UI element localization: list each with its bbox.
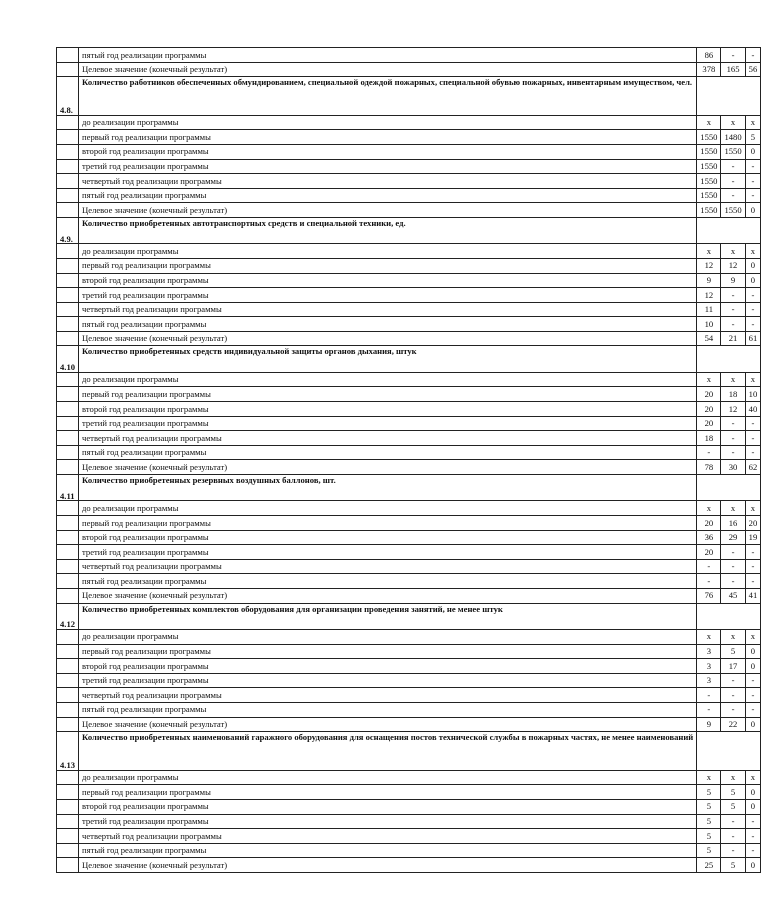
actual-value: - (721, 288, 745, 303)
actual-value: x (721, 372, 745, 387)
actual-value: - (721, 814, 745, 829)
table-row (57, 144, 761, 159)
deviation-value: - (745, 174, 761, 189)
section-blank-cell (697, 732, 761, 771)
table-row (57, 659, 761, 674)
section-header-row (57, 346, 761, 372)
planned-value: 25 (697, 858, 721, 873)
deviation-value: - (745, 688, 761, 703)
row-number-cell (57, 545, 79, 560)
row-label: первый год реализации программы (79, 644, 697, 659)
actual-value: - (721, 431, 745, 446)
row-number-cell (57, 843, 79, 858)
section-title: Количество приобретенных резервных воздушных баллонов, шт. (79, 475, 697, 501)
actual-value: x (721, 115, 745, 130)
deviation-value: 56 (745, 62, 761, 77)
planned-value: 1550 (697, 203, 721, 218)
row-number-cell (57, 770, 79, 785)
row-label: пятый год реализации программы (79, 48, 697, 63)
actual-value: 12 (721, 402, 745, 417)
row-label: второй год реализации программы (79, 659, 697, 674)
row-label: третий год реализации программы (79, 159, 697, 174)
actual-value: 5 (721, 858, 745, 873)
deviation-value: 20 (745, 516, 761, 531)
row-number-cell (57, 588, 79, 603)
deviation-value: 0 (745, 799, 761, 814)
table-row (57, 331, 761, 346)
row-label: второй год реализации программы (79, 273, 697, 288)
section-blank-cell (697, 475, 761, 501)
deviation-value: - (745, 48, 761, 63)
planned-value: 78 (697, 460, 721, 475)
deviation-value: 0 (745, 717, 761, 732)
row-label: до реализации программы (79, 115, 697, 130)
table-row (57, 387, 761, 402)
actual-value: 22 (721, 717, 745, 732)
row-label: пятый год реализации программы (79, 188, 697, 203)
planned-value: 10 (697, 317, 721, 332)
deviation-value: x (745, 372, 761, 387)
section-title: Количество приобретенных автотранспортных средств и специальной техники, ед. (79, 217, 697, 243)
deviation-value: 10 (745, 387, 761, 402)
row-number-cell (57, 702, 79, 717)
row-number-cell (57, 288, 79, 303)
section-blank-cell (697, 603, 761, 629)
table-row (57, 688, 761, 703)
section-number: 4.8. (57, 77, 79, 116)
table-row (57, 203, 761, 218)
actual-value: - (721, 688, 745, 703)
row-label: до реализации программы (79, 770, 697, 785)
planned-value: 20 (697, 402, 721, 417)
actual-value: x (721, 770, 745, 785)
row-number-cell (57, 387, 79, 402)
planned-value: 20 (697, 387, 721, 402)
row-number-cell (57, 629, 79, 644)
row-label: Целевое значение (конечный результат) (79, 588, 697, 603)
section-header-row (57, 732, 761, 771)
row-number-cell (57, 659, 79, 674)
row-number-cell (57, 559, 79, 574)
row-number-cell (57, 144, 79, 159)
row-number-cell (57, 829, 79, 844)
actual-value: x (721, 629, 745, 644)
planned-value: 20 (697, 516, 721, 531)
row-number-cell (57, 188, 79, 203)
actual-value: - (721, 317, 745, 332)
deviation-value: - (745, 188, 761, 203)
row-label: Целевое значение (конечный результат) (79, 460, 697, 475)
row-label: до реализации программы (79, 501, 697, 516)
row-label: второй год реализации программы (79, 402, 697, 417)
section-number: 4.11 (57, 475, 79, 501)
row-number-cell (57, 799, 79, 814)
row-number-cell (57, 203, 79, 218)
row-number-cell (57, 574, 79, 589)
table-row (57, 130, 761, 145)
actual-value: - (721, 416, 745, 431)
row-label: первый год реализации программы (79, 785, 697, 800)
deviation-value: x (745, 770, 761, 785)
row-number-cell (57, 258, 79, 273)
planned-value: 5 (697, 829, 721, 844)
section-blank-cell (697, 77, 761, 116)
actual-value: 1480 (721, 130, 745, 145)
deviation-value: 5 (745, 130, 761, 145)
actual-value: x (721, 501, 745, 516)
table-row (57, 770, 761, 785)
table-row (57, 115, 761, 130)
deviation-value: 0 (745, 659, 761, 674)
deviation-value: 0 (745, 273, 761, 288)
deviation-value: x (745, 244, 761, 259)
section-blank-cell (697, 217, 761, 243)
planned-value: x (697, 372, 721, 387)
row-number-cell (57, 416, 79, 431)
planned-value: - (697, 688, 721, 703)
row-label: первый год реализации программы (79, 258, 697, 273)
table-row (57, 460, 761, 475)
planned-value: - (697, 574, 721, 589)
planned-value: 5 (697, 799, 721, 814)
planned-value: 76 (697, 588, 721, 603)
row-label: Целевое значение (конечный результат) (79, 62, 697, 77)
section-number: 4.9. (57, 217, 79, 243)
row-number-cell (57, 673, 79, 688)
table-row (57, 559, 761, 574)
row-number-cell (57, 516, 79, 531)
row-label: пятый год реализации программы (79, 702, 697, 717)
deviation-value: - (745, 829, 761, 844)
deviation-value: x (745, 115, 761, 130)
table-row (57, 288, 761, 303)
row-label: четвертый год реализации программы (79, 829, 697, 844)
planned-value: 378 (697, 62, 721, 77)
table-row (57, 273, 761, 288)
table-row (57, 574, 761, 589)
section-title: Количество работников обеспеченных обмундированием, специальной одеждой пожарных, специальной обувью пожарных, инвентарным имуществом, чел. (79, 77, 697, 116)
planned-value: 36 (697, 530, 721, 545)
planned-value: 54 (697, 331, 721, 346)
table-row (57, 644, 761, 659)
table-row (57, 48, 761, 63)
row-label: до реализации программы (79, 372, 697, 387)
planned-value: 5 (697, 785, 721, 800)
table-row (57, 673, 761, 688)
planned-value: 1550 (697, 130, 721, 145)
deviation-value: - (745, 702, 761, 717)
planned-value: 5 (697, 814, 721, 829)
row-label: третий год реализации программы (79, 673, 697, 688)
row-number-cell (57, 530, 79, 545)
planned-value: - (697, 559, 721, 574)
row-label: Целевое значение (конечный результат) (79, 858, 697, 873)
planned-value: 1550 (697, 144, 721, 159)
table-row (57, 829, 761, 844)
row-label: первый год реализации программы (79, 130, 697, 145)
section-title: Количество приобретенных наименований гаражного оборудования для оснащения постов технической службы в пожарных частях, не менее наименований (79, 732, 697, 771)
row-label: четвертый год реализации программы (79, 688, 697, 703)
row-label: третий год реализации программы (79, 288, 697, 303)
deviation-value: - (745, 559, 761, 574)
row-label: Целевое значение (конечный результат) (79, 717, 697, 732)
table-row (57, 174, 761, 189)
deviation-value: 61 (745, 331, 761, 346)
actual-value: - (721, 188, 745, 203)
row-number-cell (57, 688, 79, 703)
planned-value: 3 (697, 659, 721, 674)
section-title: Количество приобретенных средств индивидуальной защиты органов дыхания, штук (79, 346, 697, 372)
row-number-cell (57, 62, 79, 77)
planned-value: 3 (697, 673, 721, 688)
row-label: четвертый год реализации программы (79, 431, 697, 446)
actual-value: - (721, 48, 745, 63)
planned-value: 9 (697, 273, 721, 288)
row-number-cell (57, 501, 79, 516)
actual-value: 45 (721, 588, 745, 603)
section-title: Количество приобретенных комплектов оборудования для организации проведения занятий, не менее штук (79, 603, 697, 629)
row-number-cell (57, 317, 79, 332)
row-label: Целевое значение (конечный результат) (79, 203, 697, 218)
table-row (57, 159, 761, 174)
actual-value: - (721, 159, 745, 174)
table-row (57, 530, 761, 545)
table-row (57, 785, 761, 800)
table-row (57, 629, 761, 644)
planned-value: 20 (697, 545, 721, 560)
row-label: до реализации программы (79, 244, 697, 259)
row-number-cell (57, 159, 79, 174)
section-number: 4.12 (57, 603, 79, 629)
section-number: 4.10 (57, 346, 79, 372)
deviation-value: 0 (745, 785, 761, 800)
table-row (57, 858, 761, 873)
row-number-cell (57, 717, 79, 732)
table-row (57, 545, 761, 560)
section-header-row (57, 475, 761, 501)
deviation-value: 62 (745, 460, 761, 475)
deviation-value: - (745, 843, 761, 858)
row-number-cell (57, 273, 79, 288)
actual-value: 18 (721, 387, 745, 402)
deviation-value: - (745, 159, 761, 174)
row-label: третий год реализации программы (79, 814, 697, 829)
deviation-value: x (745, 629, 761, 644)
row-number-cell (57, 244, 79, 259)
actual-value: 30 (721, 460, 745, 475)
row-number-cell (57, 130, 79, 145)
planned-value: - (697, 702, 721, 717)
row-number-cell (57, 331, 79, 346)
actual-value: 9 (721, 273, 745, 288)
row-number-cell (57, 858, 79, 873)
planned-value: x (697, 629, 721, 644)
planned-value: 1550 (697, 188, 721, 203)
deviation-value: - (745, 545, 761, 560)
deviation-value: - (745, 416, 761, 431)
table-row (57, 588, 761, 603)
deviation-value: - (745, 431, 761, 446)
actual-value: 16 (721, 516, 745, 531)
deviation-value: - (745, 317, 761, 332)
row-label: четвертый год реализации программы (79, 302, 697, 317)
deviation-value: - (745, 302, 761, 317)
row-number-cell (57, 174, 79, 189)
table-row (57, 445, 761, 460)
actual-value: - (721, 843, 745, 858)
row-number-cell (57, 431, 79, 446)
table-row (57, 188, 761, 203)
actual-value: 12 (721, 258, 745, 273)
deviation-value: - (745, 814, 761, 829)
table-row (57, 843, 761, 858)
deviation-value: 0 (745, 203, 761, 218)
indicators-table-body (57, 48, 761, 873)
table-row (57, 258, 761, 273)
table-row (57, 317, 761, 332)
actual-value: - (721, 574, 745, 589)
table-row (57, 431, 761, 446)
actual-value: - (721, 445, 745, 460)
row-number-cell (57, 302, 79, 317)
planned-value: 18 (697, 431, 721, 446)
deviation-value: - (745, 288, 761, 303)
row-label: четвертый год реализации программы (79, 174, 697, 189)
actual-value: - (721, 702, 745, 717)
row-label: второй год реализации программы (79, 144, 697, 159)
row-number-cell (57, 48, 79, 63)
table-row (57, 244, 761, 259)
row-number-cell (57, 460, 79, 475)
planned-value: 1550 (697, 174, 721, 189)
actual-value: 21 (721, 331, 745, 346)
planned-value: 11 (697, 302, 721, 317)
indicators-table (56, 47, 761, 873)
table-row (57, 702, 761, 717)
row-label: пятый год реализации программы (79, 445, 697, 460)
actual-value: 5 (721, 799, 745, 814)
deviation-value: x (745, 501, 761, 516)
row-label: пятый год реализации программы (79, 843, 697, 858)
planned-value: x (697, 770, 721, 785)
deviation-value: 40 (745, 402, 761, 417)
actual-value: 165 (721, 62, 745, 77)
planned-value: 12 (697, 258, 721, 273)
deviation-value: 19 (745, 530, 761, 545)
section-header-row (57, 77, 761, 116)
row-label: второй год реализации программы (79, 799, 697, 814)
row-number-cell (57, 372, 79, 387)
section-blank-cell (697, 346, 761, 372)
table-row (57, 302, 761, 317)
deviation-value: 0 (745, 858, 761, 873)
planned-value: 12 (697, 288, 721, 303)
deviation-value: - (745, 673, 761, 688)
table-row (57, 814, 761, 829)
row-number-cell (57, 814, 79, 829)
deviation-value: - (745, 445, 761, 460)
table-row (57, 799, 761, 814)
row-number-cell (57, 785, 79, 800)
table-row (57, 62, 761, 77)
actual-value: - (721, 829, 745, 844)
actual-value: 17 (721, 659, 745, 674)
actual-value: 5 (721, 644, 745, 659)
planned-value: 5 (697, 843, 721, 858)
row-number-cell (57, 445, 79, 460)
actual-value: x (721, 244, 745, 259)
row-label: третий год реализации программы (79, 416, 697, 431)
deviation-value: 0 (745, 644, 761, 659)
section-header-row (57, 603, 761, 629)
table-row (57, 372, 761, 387)
row-label: второй год реализации программы (79, 530, 697, 545)
row-number-cell (57, 115, 79, 130)
planned-value: 1550 (697, 159, 721, 174)
planned-value: 9 (697, 717, 721, 732)
planned-value: - (697, 445, 721, 460)
row-label: первый год реализации программы (79, 516, 697, 531)
actual-value: 1550 (721, 203, 745, 218)
actual-value: - (721, 545, 745, 560)
section-header-row (57, 217, 761, 243)
actual-value: 5 (721, 785, 745, 800)
planned-value: 20 (697, 416, 721, 431)
row-number-cell (57, 644, 79, 659)
row-label: третий год реализации программы (79, 545, 697, 560)
row-label: первый год реализации программы (79, 387, 697, 402)
actual-value: 29 (721, 530, 745, 545)
table-row (57, 717, 761, 732)
table-row (57, 516, 761, 531)
table-row (57, 402, 761, 417)
row-label: Целевое значение (конечный результат) (79, 331, 697, 346)
row-number-cell (57, 402, 79, 417)
actual-value: - (721, 174, 745, 189)
section-number: 4.13 (57, 732, 79, 771)
planned-value: x (697, 244, 721, 259)
deviation-value: 41 (745, 588, 761, 603)
planned-value: 3 (697, 644, 721, 659)
row-label: пятый год реализации программы (79, 574, 697, 589)
row-label: четвертый год реализации программы (79, 559, 697, 574)
row-label: пятый год реализации программы (79, 317, 697, 332)
actual-value: 1550 (721, 144, 745, 159)
deviation-value: - (745, 574, 761, 589)
actual-value: - (721, 673, 745, 688)
actual-value: - (721, 559, 745, 574)
deviation-value: 0 (745, 258, 761, 273)
row-label: до реализации программы (79, 629, 697, 644)
actual-value: - (721, 302, 745, 317)
table-row (57, 501, 761, 516)
planned-value: 86 (697, 48, 721, 63)
planned-value: x (697, 115, 721, 130)
deviation-value: 0 (745, 144, 761, 159)
planned-value: x (697, 501, 721, 516)
table-row (57, 416, 761, 431)
